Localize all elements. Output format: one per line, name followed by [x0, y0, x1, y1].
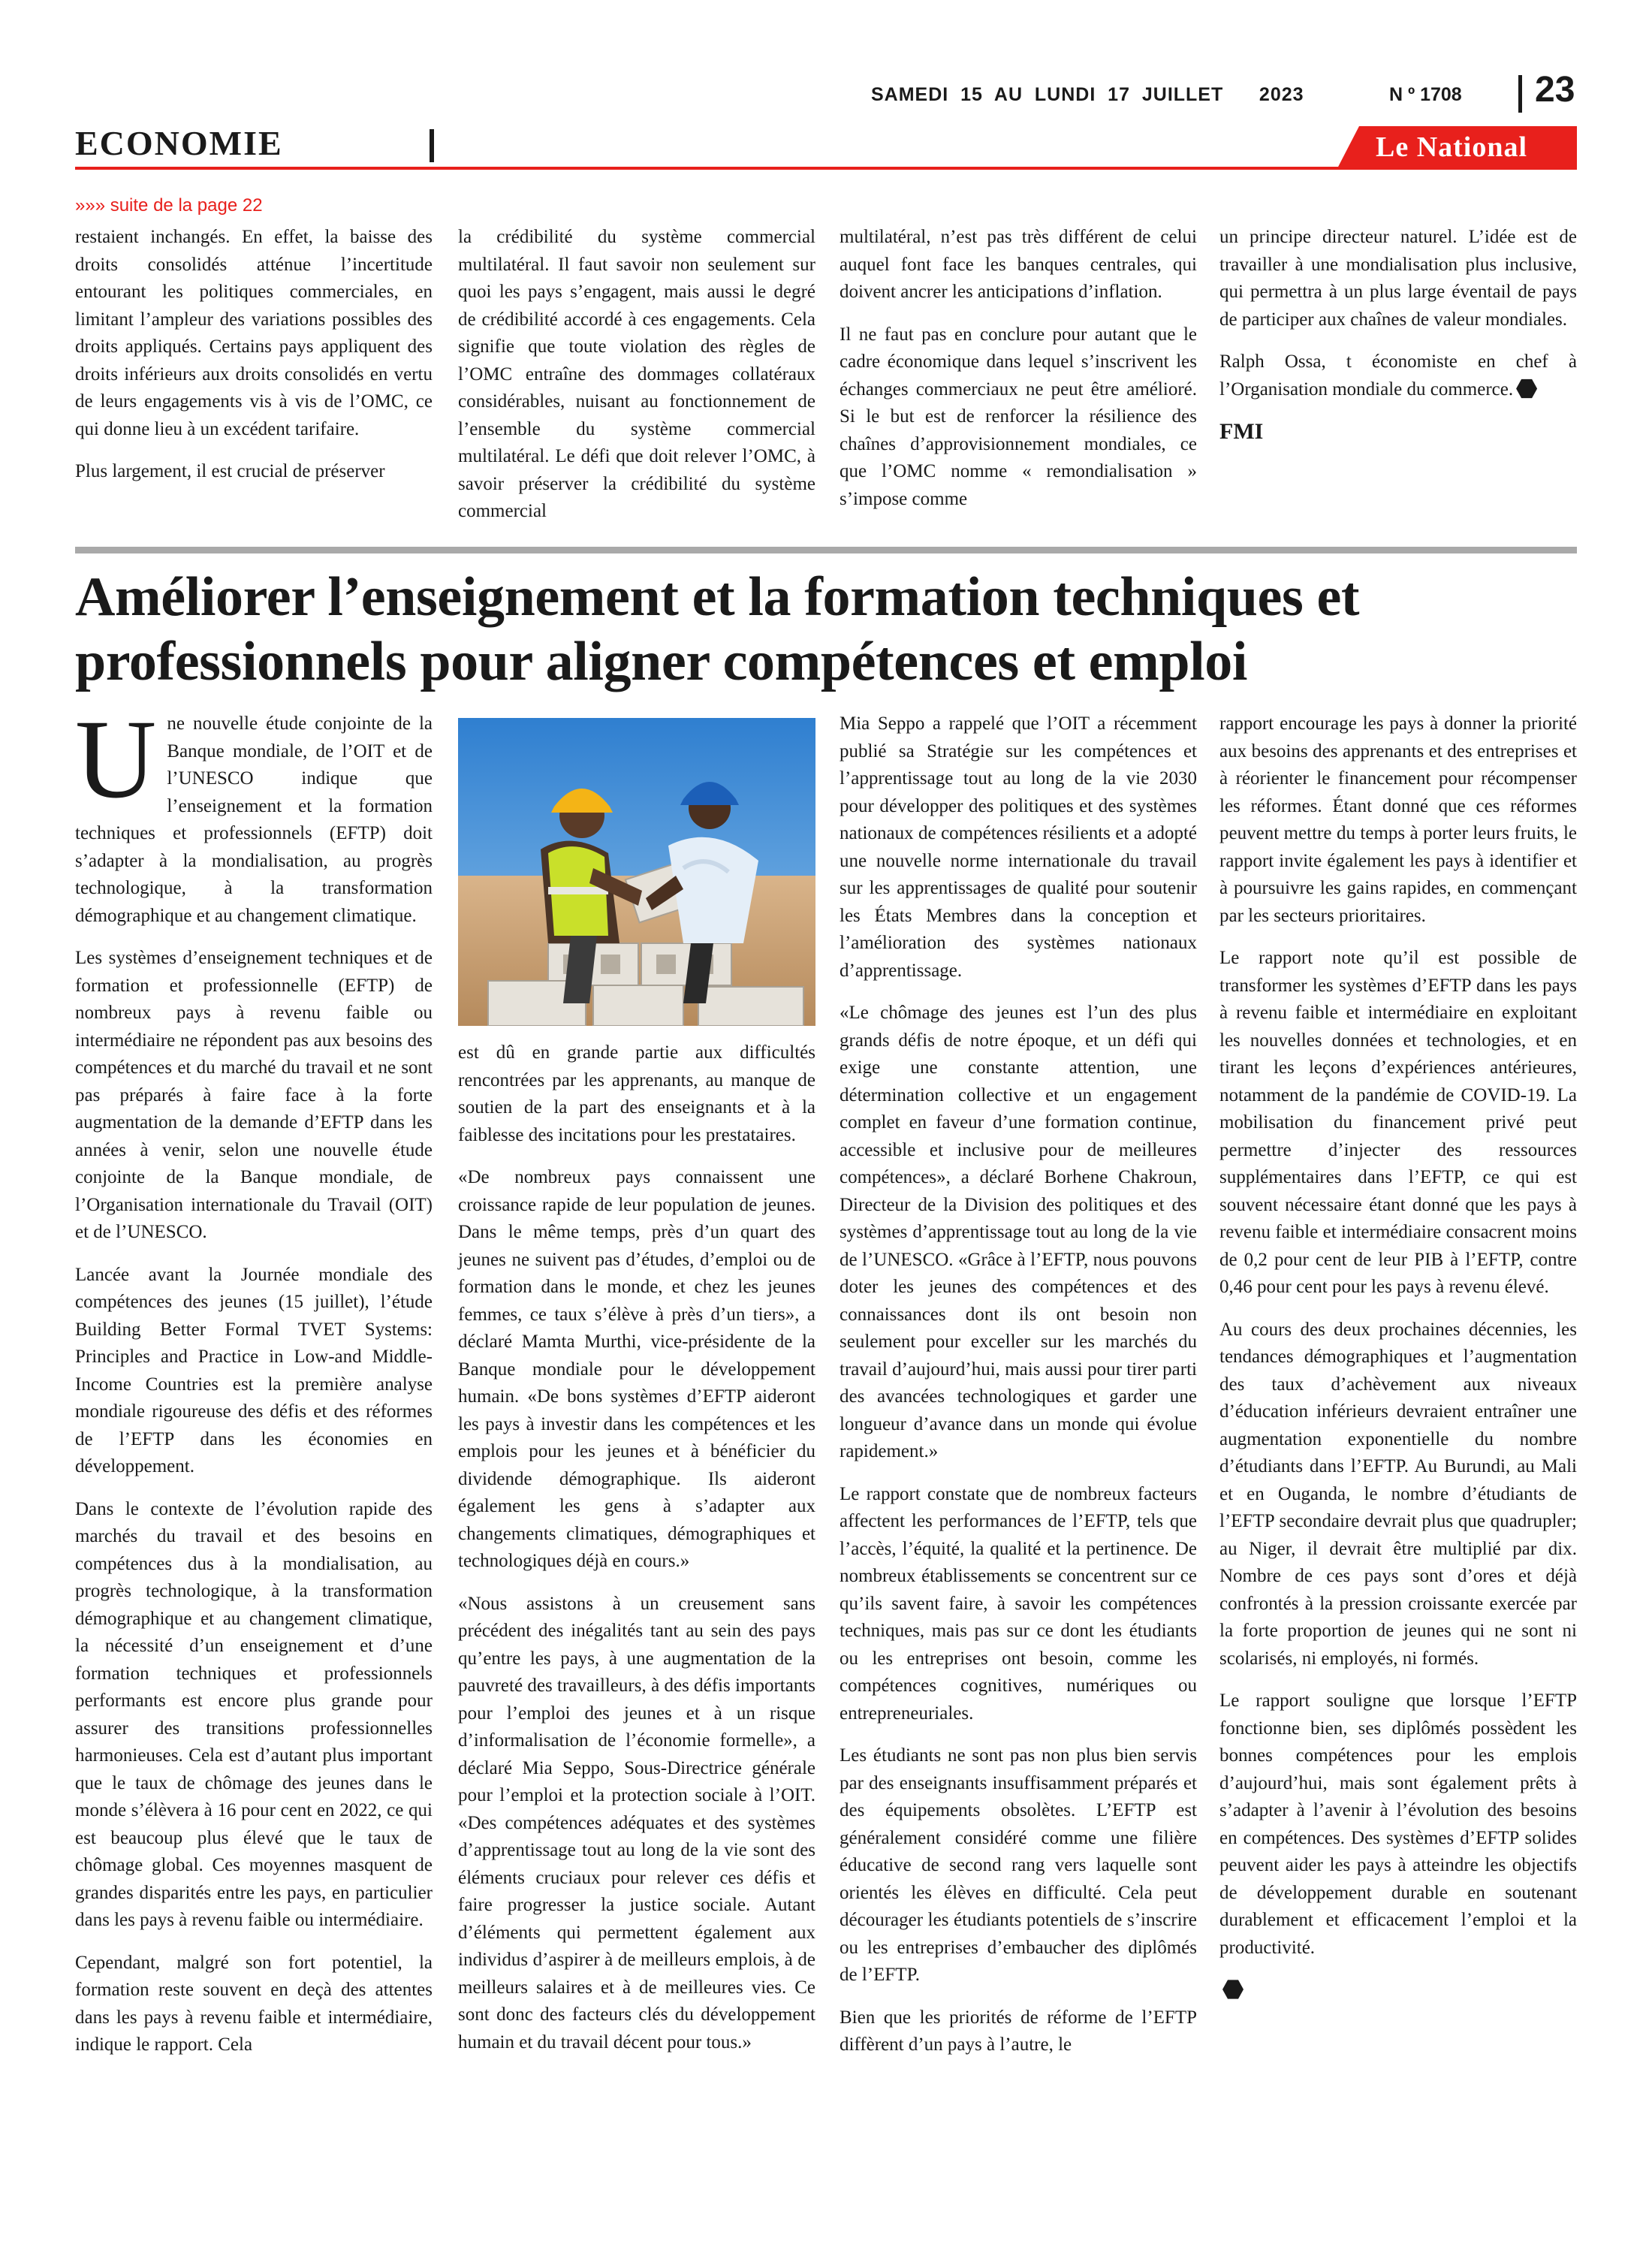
- author-credit: [1219, 348, 1577, 403]
- paragraph: Le rapport constate que de nombreux facteurs affectent les performances de l’EFTP, tels que l’accès, l’équité, la qualité et la pertinence. De nombreux établissements se concentrent sur ce qu’ils savent faire, à savoir les compétences techniques, mais pas sur ce dont les étudiants ou les entreprises ont besoin, comme les compétences cognitives, numériques ou entrepreneuriales.: [840, 1483, 1197, 1724]
- article-photo-construction-workers: [458, 718, 815, 1026]
- issue-number: N º 1708: [1389, 84, 1462, 105]
- page-number: 23: [1535, 70, 1575, 110]
- continuation-column-1: [75, 224, 433, 501]
- paragraph: Dans le contexte de l’évolution rapide des marchés du travail et des besoins en compétences dus à la mondialisation, au progrès technologique, à la transformation démographique et au changement climatique, la nécessité d’un enseignement et d’une formation techniques et professionnels performants est encore plus grande pour assurer des transitions professionnelles harmonieuses. Cela est d’autant plus important que le taux de chômage des jeunes dans le monde s’élèvera à 16 pour cent en 2022, ce qui est beaucoup plus élevé que le taux de chômage global. Ces moyennes masquent de grandes disparités entre les pays, en particulier dans les pays à revenu faible ou intermédiaire.: [75, 1498, 433, 1930]
- section-divider: [430, 129, 434, 162]
- paragraph: Il ne faut pas en conclure pour autant que le cadre économique dans lequel s’inscrivent les échanges commerciaux ne peut être amélioré. Si le but est de renforcer la résilience des chaînes d’approvisionnement mondiales, ce que l’OMC nomme « remondialisation » s’impose comme: [840, 324, 1197, 509]
- paragraph: rapport encourage les pays à donner la priorité aux besoins des apprenants et des entreprises et à réorienter le financement pour récompenser les réformes. Étant donné que ces réformes peuvent mettre du temps à porter leurs fruits, le rapport invite également les pays à identifier et à poursuivre les gains rapides, en commençant par les secteurs prioritaires.: [1219, 713, 1577, 926]
- article-column-3: [840, 710, 1197, 2074]
- paragraph: Le rapport note qu’il est possible de transformer les systèmes d’EFTP dans les pays à revenu faible et intermédiaire en exploitant les nouvelles données et technologies, et en tirant les leçons d’expériences antérieures, notamment de la pandémie de COVID-19. La mobilisation du financement privé peut permettre d’injecter des ressources supplémentaires dans l’EFTP, ce qui est souvent nécessaire étant donné que les pays à revenu faible et intermédiaire consacrent moins de 0,2 pour cent de leur PIB à l’EFTP, contre 0,46 pour cent pour les pays à revenu élevé.: [1219, 948, 1577, 1297]
- lead-text: ne nouvelle étude conjointe de la Banque mondiale, de l’OIT et de l’UNESCO indique que l’enseignement et la formation techniques et professionnels (EFTP) doit s’adapter à la mondialisation, au progrès technologique, à la transformation démographique et au changement climatique.: [75, 713, 433, 926]
- article-headline: Améliorer l’enseignement et la formation techniques et professionnels pour aligner compétences et emploi: [75, 566, 1360, 692]
- paragraph: Cependant, malgré son fort potentiel, la formation reste souvent en deçà des attentes dans les pays à revenu faible et intermédiaire, indique le rapport. Cela: [75, 1952, 433, 2055]
- article-column-1: [75, 697, 433, 2074]
- article-separator: [75, 547, 1577, 553]
- lead-paragraph: [75, 697, 433, 930]
- continued-from-link[interactable]: »»» suite de la page 22: [75, 195, 263, 216]
- paragraph: multilatéral, n’est pas très différent de celui auquel font face les banques centrales, qui doivent ancrer les anticipations d’inflation.: [840, 227, 1197, 302]
- continuation-column-2: [458, 224, 815, 541]
- paragraph: Les systèmes d’enseignement techniques et de formation et professionnelle (EFTP) de nombreux pays à revenu faible ou intermédiaire ne répondent pas aux besoins des compétences et du marché du travail et ne sont pas préparés à faire face à la forte augmentation de la demande d’EFTP dans les années à venir, selon une nouvelle étude conjointe de la Banque mondiale, de l’Organisation internationale du Travail (OIT) et de l’UNESCO.: [75, 948, 433, 1242]
- paragraph: restaient inchangés. En effet, la baisse des droits consolidés atténue l’incertitude entourant les politiques commerciales, en limitant l’ampleur des variations possibles des droits appliqués. Certains pays appliquent des droits inférieurs aux droits consolidés en vertu de leurs engagements vis à vis de l’OMC, ce qui donne lieu à un excédent tarifaire.: [75, 227, 433, 439]
- agency-signature: FMI: [1219, 419, 1264, 444]
- paragraph: est dû en grande partie aux difficultés rencontrées par les apprenants, au manque de soutien de la part des enseignants et à la faiblesse des incitations pour les prestataires.: [458, 1042, 815, 1145]
- continuation-column-3: [840, 224, 1197, 528]
- author-text: Ralph Ossa, t économiste en chef à l’Organisation mondiale du commerce.: [1219, 351, 1577, 400]
- paragraph: la crédibilité du système commercial multilatéral. Il faut savoir non seulement sur quoi les pays s’engagent, mais aussi le degré de crédibilité accordé à ces engagements. Cela signifie que toute violation des règles de l’OMC entraîne des dommages collatéraux considérables, nuisant au fonctionnement de l’ensemble du système commercial multilatéral. Le défi que doit relever l’OMC, à savoir préserver la crédibilité du système commercial: [458, 227, 815, 521]
- paragraph: Bien que les priorités de réforme de l’EFTP diffèrent d’un pays à l’autre, le: [840, 2007, 1197, 2055]
- end-of-article-icon: [1516, 379, 1537, 400]
- drop-cap: U: [75, 697, 157, 822]
- paragraph: Lancée avant la Journée mondiale des compétences des jeunes (15 juillet), l’étude Building Better Formal TVET Systems: Principles and Practice in Low-and Middle-Income Countries est la première analyse mondiale rigoureuse des défis et des réformes de l’EFTP dans les économies en développement.: [75, 1264, 433, 1476]
- paragraph: Plus largement, il est crucial de préserver: [75, 461, 385, 481]
- header-divider: [1518, 75, 1522, 113]
- article-column-2: [458, 1039, 815, 2071]
- issue-date: SAMEDI 15 AU LUNDI 17 JUILLET 2023: [871, 84, 1304, 105]
- paragraph: Le rapport souligne que lorsque l’EFTP fonctionne bien, ses diplômés possèdent les bonnes compétences pour les emplois d’aujourd’hui, mais sont également prêts à s’adapter à l’avenir à l’évolution des besoins en compétences. Des systèmes d’EFTP solides peuvent aider les pays à atteindre les objectifs de développement durable en soutenant durablement et efficacement l’emploi et la productivité.: [1219, 1691, 1577, 1958]
- article-column-4: [1219, 710, 1577, 2004]
- paragraph: «De nombreux pays connaissent une croissance rapide de leur population de jeunes. Dans le même temps, près d’un quart des jeunes ne suivent pas d’études, d’emploi ou de formation dans le monde, et chez les jeunes femmes, ce taux s’élève à près d’un tiers», a déclaré Mamta Murthi, vice-présidente de la Banque mondiale pour le développement humain. «De bons systèmes d’EFTP aideront les pays à investir dans les compétences et les emplois pour les jeunes et à bénéficier du dividende démographique. Ils aideront également les gens à s’adapter aux changements climatiques, démographiques et technologiques déjà en cours.»: [458, 1167, 815, 1571]
- paragraph: un principe directeur naturel. L’idée est de travailler à une mondialisation plus inclusive, qui permettra à un plus large éventail de pays de participer aux chaînes de valeur mondiales.: [1219, 227, 1577, 330]
- masthead: [0, 0, 1652, 180]
- paragraph: Les étudiants ne sont pas non plus bien servis par des enseignants insuffisamment préparés et des équipements obsolètes. L’EFTP est généralement considéré comme une filière éducative de second rang vers laquelle sont orientés les élèves en difficulté. Cela peut décourager les étudiants potentiels de s’inscrire ou les entreprises d’embaucher des diplômés de l’EFTP.: [840, 1745, 1197, 1985]
- continuation-column-4: [1219, 224, 1577, 461]
- end-of-article-icon: [1222, 1979, 1244, 2000]
- paragraph: Au cours des deux prochaines décennies, les tendances démographiques et l’augmentation des taux d’achèvement aux niveaux d’éducation inférieurs devraient entraîner une augmentation exponentielle du nombre d’étudiants dans l’EFTP. Au Burundi, au Mali et en Ouganda, le nombre d’étudiants de l’EFTP secondaire devrait plus que quadrupler; au Niger, il devrait être multiplié par dix. Nombre de ces pays sont d’ores et déjà confrontés à la pression croissante exercée par la forte proportion de jeunes qui ne sont ni scolarisés, ni employés, ni formés.: [1219, 1319, 1577, 1669]
- section-title: ECONOMIE: [75, 124, 283, 162]
- paragraph: «Le chômage des jeunes est l’un des plus grands défis de notre époque, et un défi qui exige une constante attention, une détermination collective et un engagement complet en faveur d’une formation continue, accessible et inclusive pour de meilleures compétences», a déclaré Borhene Chakroun, Directeur de la Division des politiques et des systèmes d’apprentissage tout au long de la vie de l’UNESCO. «Grâce à l’EFTP, nous pouvons doter les jeunes des compétences et des connaissances dont ils ont besoin non seulement pour exceller sur les marchés du travail d’aujourd’hui, mais aussi pour tirer parti des avancées technologiques et garder une longueur d’avance dans un monde qui évolue rapidement.»: [840, 1003, 1197, 1461]
- newspaper-name: Le National: [1376, 131, 1528, 163]
- paragraph: «Nous assistons à un creusement sans précédent des inégalités tant au sein des pays qu’entre les pays, à une augmentation de la pauvreté des travailleurs, à des défis importants pour l’emploi des jeunes et à un risque d’informalisation de l’économie formelle», a déclaré Mia Seppo, Sous-Directrice générale pour l’emploi et la protection sociale à l’OIT. «Des compétences adéquates et des systèmes d’apprentissage tout au long de la vie sont des éléments cruciaux pour relever ces défis et faire progresser la justice sociale. Autant d’éléments qui permettent également aux individus d’aspirer à de meilleurs emplois, à de meilleurs salaires et à de meilleures vies. Ce sont donc des facteurs clés du développement humain et du travail décent pour tous.»: [458, 1593, 815, 2052]
- paragraph: Mia Seppo a rappelé que l’OIT a récemment publié sa Stratégie sur les compétences et l’apprentissage tout au long de la vie 2030 pour développer des politiques et des systèmes nationaux de compétences résilients et a adopté une nouvelle norme internationale du travail sur les apprentissages de qualité pour soutenir les États Membres dans la conception et l’amélioration des systèmes nationaux d’apprentissage.: [840, 713, 1197, 981]
